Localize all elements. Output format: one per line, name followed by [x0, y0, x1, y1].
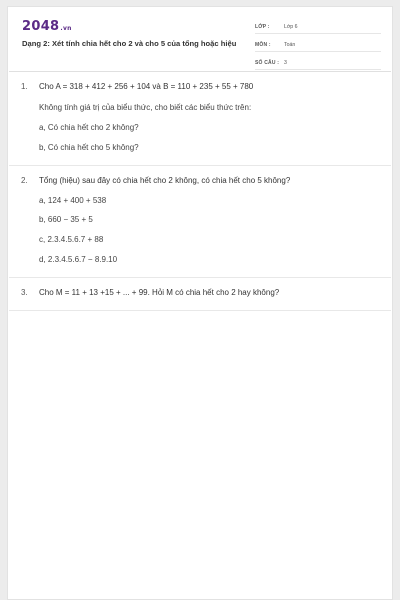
question-2-item-d: d, 2.3.4.5.6.7 − 8.9.10	[39, 255, 118, 264]
logo-text: 2048	[22, 19, 60, 34]
question-divider	[9, 277, 391, 278]
question-text: Cho A = 318 + 412 + 256 + 104 và B = 110 + 235 + 55 + 780	[39, 82, 254, 91]
meta-label-subject: MÔN :	[255, 41, 271, 48]
question-divider	[9, 165, 391, 166]
question-number: 3.	[21, 288, 28, 297]
question-divider	[9, 310, 391, 311]
meta-value-count: 3	[284, 59, 287, 66]
worksheet-page	[7, 6, 393, 600]
worksheet-title: Dạng 2: Xét tính chia hết cho 2 và cho 5 của tổng hoặc hiệu	[22, 39, 237, 48]
logo-tld: .vn	[60, 25, 72, 32]
meta-label-class: LỚP :	[255, 23, 270, 30]
meta-label-count: SỐ CÂU :	[255, 59, 280, 66]
question-number: 2.	[21, 176, 28, 185]
question-text: Cho M = 11 + 13 +15 + ... + 99. Hỏi M có chia hết cho 2 hay không?	[39, 288, 280, 297]
meta-row-class	[255, 20, 381, 34]
worksheet-meta	[255, 20, 381, 74]
meta-value-subject: Toán	[284, 41, 296, 48]
meta-row-count	[255, 56, 381, 70]
header-divider	[9, 71, 391, 72]
question-text: Tổng (hiệu) sau đây có chia hết cho 2 không, có chia hết cho 5 không?	[39, 176, 291, 185]
question-number: 1.	[21, 82, 28, 91]
meta-value-class: Lớp 6	[284, 23, 298, 30]
question-1-item-b: b, Có chia hết cho 5 không?	[39, 143, 139, 152]
question-2-item-c: c, 2.3.4.5.6.7 + 88	[39, 235, 104, 244]
question-2-item-a: a, 124 + 400 + 538	[39, 196, 107, 205]
question-1-item-a: a, Có chia hết cho 2 không?	[39, 123, 139, 132]
site-logo[interactable]	[22, 19, 72, 34]
question-2-item-b: b, 660 − 35 + 5	[39, 215, 93, 224]
meta-row-subject	[255, 38, 381, 52]
question-1-instruction: Không tính giá trị của biểu thức, cho biết các biểu thức trên:	[39, 103, 252, 112]
